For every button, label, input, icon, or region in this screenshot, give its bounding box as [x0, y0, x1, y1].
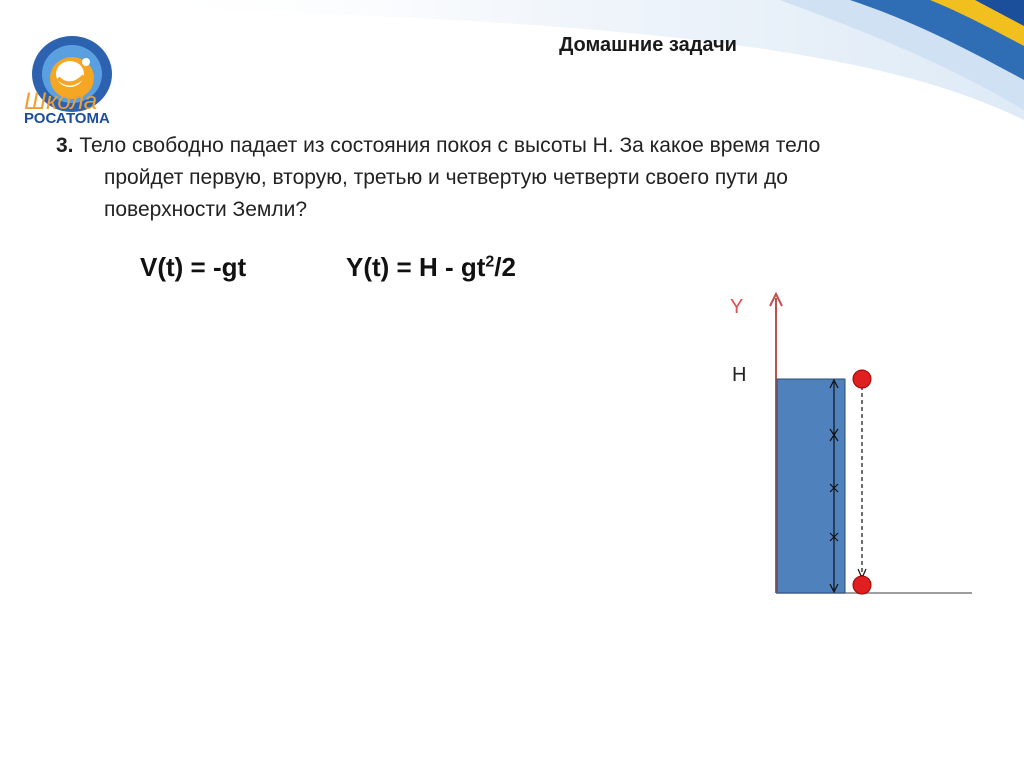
height-column: [777, 379, 845, 593]
problem-line-1: Тело свободно падает из состояния покоя с высоты Н. За какое время тело: [73, 134, 821, 157]
height-label: H: [732, 364, 747, 386]
logo-text-school: Школа: [24, 88, 98, 115]
position-formula-exponent: 2: [485, 253, 495, 271]
velocity-formula: V(t) = -gt: [140, 252, 247, 282]
problem-line-2: пройдет первую, вторую, третью и четвертую четверти своего пути до: [104, 166, 788, 189]
ball-top: [853, 370, 871, 388]
position-formula-tail: /2: [494, 252, 516, 282]
y-axis-label: Y: [730, 296, 744, 318]
logo-text-rosatom: РОСАТОМА: [24, 110, 110, 127]
ball-bottom: [853, 576, 871, 594]
problem-number: 3.: [56, 134, 74, 157]
position-formula-main: Y(t) = H - gt: [346, 252, 486, 282]
header-decoration: [0, 0, 1024, 140]
page-title: Домашние задачи: [559, 34, 737, 56]
problem-line-3: поверхности Земли?: [104, 198, 308, 221]
free-fall-diagram: [760, 286, 990, 606]
problem-statement: [56, 130, 996, 226]
position-formula: [346, 252, 516, 283]
